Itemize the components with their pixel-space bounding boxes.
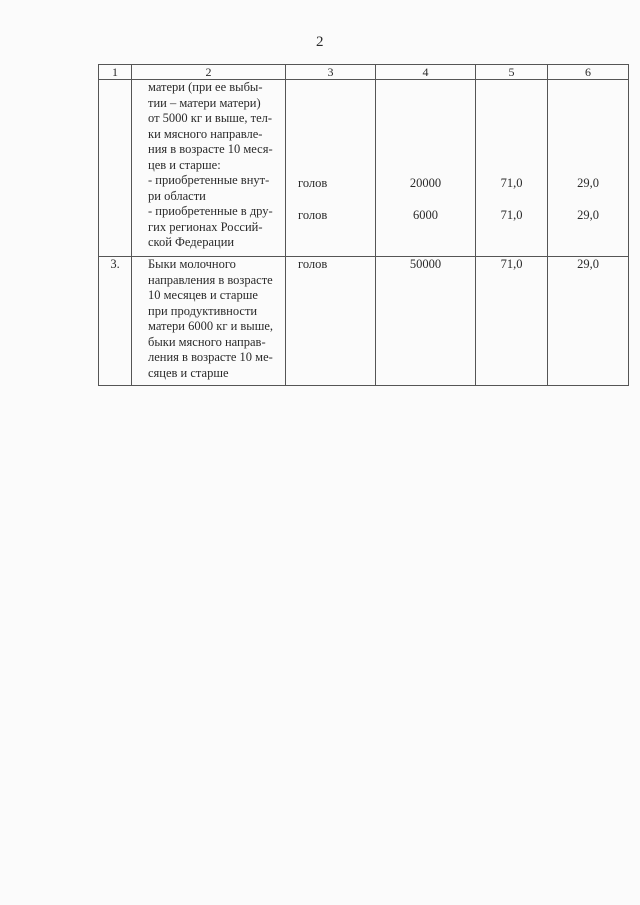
row-col6 — [548, 80, 629, 257]
description-line: 10 месяцев и старше — [148, 288, 258, 302]
row-unit — [286, 257, 376, 386]
description-line: - приобретенные внут- — [148, 173, 270, 187]
table-row — [99, 80, 629, 257]
row-col5 — [476, 257, 548, 386]
header-col-4: 4 — [376, 65, 476, 80]
data-table — [98, 64, 629, 386]
col6-value: 29,0 — [577, 207, 599, 222]
header-col-5: 5 — [476, 65, 548, 80]
col6-value: 29,0 — [577, 257, 599, 271]
row-col5 — [476, 80, 548, 257]
header-col-3: 3 — [286, 65, 376, 80]
header-col-6: 6 — [548, 65, 629, 80]
row-quantity — [376, 80, 476, 257]
unit-value: голов — [298, 207, 328, 222]
description-line: Быки молочного — [148, 257, 236, 271]
description-line: сяцев и старше — [148, 365, 229, 380]
row-description — [132, 257, 286, 386]
description-line: тии – матери матери) — [148, 95, 261, 110]
description-line: от 5000 кг и выше, тел- — [148, 111, 273, 125]
description-line: ки мясного направле- — [148, 126, 263, 141]
description-line: при продуктивности — [148, 303, 258, 318]
row-col6 — [548, 257, 629, 386]
quantity-value: 50000 — [409, 257, 442, 271]
quantity-value: 20000 — [409, 176, 442, 190]
col5-value: 71,0 — [500, 207, 523, 222]
description-line: цев и старше: — [148, 157, 221, 172]
description-line: направления в возрасте — [148, 272, 273, 287]
header-col-1: 1 — [99, 65, 132, 80]
description-line: ления в возрасте 10 ме- — [148, 350, 273, 364]
description-line: ния в возрасте 10 меся- — [148, 142, 273, 156]
col5-value: 71,0 — [500, 257, 523, 271]
description-line: - приобретенные в дру- — [148, 204, 273, 218]
table-header-row — [99, 65, 629, 80]
description-line: матери (при ее выбы- — [148, 80, 263, 94]
description-line: ской Федерации — [148, 235, 235, 249]
description-line: гих регионах Россий- — [148, 219, 263, 234]
description-line: ри области — [148, 188, 206, 203]
quantity-value: 6000 — [413, 207, 438, 222]
row-description — [132, 80, 286, 257]
row-quantity — [376, 257, 476, 386]
col5-value: 71,0 — [500, 176, 523, 190]
table-row — [99, 257, 629, 386]
description-line: матери 6000 кг и выше, — [148, 319, 273, 333]
description-line: быки мясного направ- — [148, 334, 266, 349]
unit-value: голов — [298, 176, 328, 190]
page-number: 2 — [316, 34, 324, 50]
row-number — [99, 80, 132, 257]
col6-value: 29,0 — [577, 176, 599, 190]
header-col-2: 2 — [132, 65, 286, 80]
row-unit — [286, 80, 376, 257]
row-number: 3. — [99, 257, 132, 386]
unit-value: голов — [298, 257, 328, 271]
